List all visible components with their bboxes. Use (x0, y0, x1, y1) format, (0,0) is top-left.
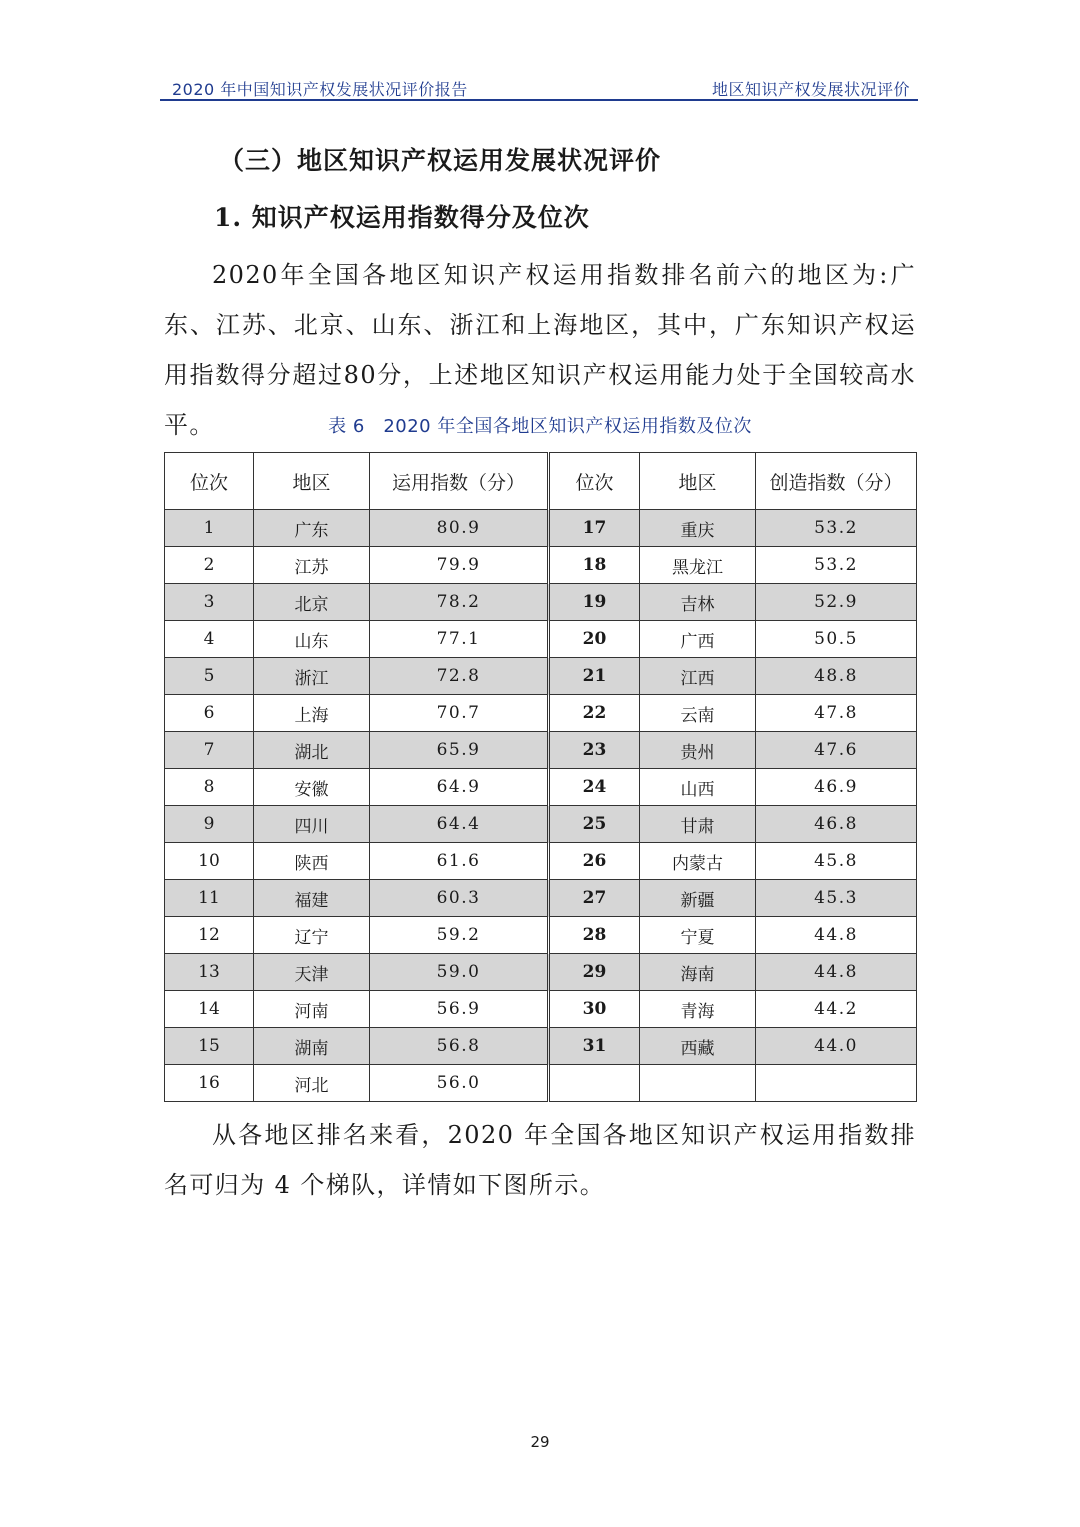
table-header-row (165, 453, 917, 510)
cell-index-2: 45.8 (756, 843, 917, 880)
cell-rank-2: 20 (549, 621, 640, 658)
cell-region-2: 黑龙江 (640, 547, 756, 584)
subsection-title: 1. 知识产权运用指数得分及位次 (214, 203, 590, 232)
cell-rank-2: 17 (549, 510, 640, 547)
cell-region: 河南 (254, 991, 370, 1028)
cell-region-2: 广西 (640, 621, 756, 658)
cell-rank: 1 (165, 510, 254, 547)
table-caption: 表 6 2020 年全国各地区知识产权运用指数及位次 (328, 416, 752, 437)
cell-index: 70.7 (370, 695, 549, 732)
section-title: （三）地区知识产权运用发展状况评价 (219, 146, 662, 175)
cell-index-2: 45.3 (756, 880, 917, 917)
running-header-title: 2020 年中国知识产权发展状况评价报告 (172, 80, 468, 99)
cell-region: 江苏 (254, 547, 370, 584)
cell-index-2: 44.8 (756, 954, 917, 991)
cell-region-2: 甘肃 (640, 806, 756, 843)
cell-index-2: 53.2 (756, 547, 917, 584)
cell-region-2: 吉林 (640, 584, 756, 621)
cell-region: 广东 (254, 510, 370, 547)
cell-rank-2: 22 (549, 695, 640, 732)
cell-rank-2: 26 (549, 843, 640, 880)
cell-rank-2: 21 (549, 658, 640, 695)
header-region: 地区 (254, 453, 370, 510)
cell-region-2: 山西 (640, 769, 756, 806)
cell-rank-2 (549, 1065, 640, 1102)
table-row (165, 843, 917, 880)
cell-rank: 6 (165, 695, 254, 732)
cell-index: 77.1 (370, 621, 549, 658)
cell-index-2: 50.5 (756, 621, 917, 658)
cell-region-2: 云南 (640, 695, 756, 732)
table-row (165, 584, 917, 621)
header-rank-2: 位次 (549, 453, 640, 510)
cell-rank-2: 25 (549, 806, 640, 843)
cell-index: 56.0 (370, 1065, 549, 1102)
header-region-2: 地区 (640, 453, 756, 510)
header-index-2: 创造指数（分） (756, 453, 917, 510)
table-row (165, 658, 917, 695)
table-row (165, 695, 917, 732)
cell-region: 安徽 (254, 769, 370, 806)
cell-index-2: 47.6 (756, 732, 917, 769)
cell-rank-2: 19 (549, 584, 640, 621)
cell-region: 湖南 (254, 1028, 370, 1065)
cell-index-2: 53.2 (756, 510, 917, 547)
cell-rank: 4 (165, 621, 254, 658)
table-row (165, 769, 917, 806)
cell-region-2: 西藏 (640, 1028, 756, 1065)
cell-region-2: 重庆 (640, 510, 756, 547)
cell-index: 79.9 (370, 547, 549, 584)
cell-region: 天津 (254, 954, 370, 991)
cell-rank: 3 (165, 584, 254, 621)
cell-region: 湖北 (254, 732, 370, 769)
cell-rank: 8 (165, 769, 254, 806)
table-row (165, 510, 917, 547)
cell-region-2: 新疆 (640, 880, 756, 917)
cell-index-2: 44.2 (756, 991, 917, 1028)
cell-index: 78.2 (370, 584, 549, 621)
table-row (165, 732, 917, 769)
cell-index-2: 44.8 (756, 917, 917, 954)
cell-index: 59.0 (370, 954, 549, 991)
cell-rank: 7 (165, 732, 254, 769)
cell-rank: 5 (165, 658, 254, 695)
ranking-table (164, 452, 917, 1102)
header-index: 运用指数（分） (370, 453, 549, 510)
cell-rank-2: 24 (549, 769, 640, 806)
cell-index: 56.8 (370, 1028, 549, 1065)
cell-rank-2: 31 (549, 1028, 640, 1065)
cell-index: 72.8 (370, 658, 549, 695)
cell-rank-2: 28 (549, 917, 640, 954)
cell-rank: 14 (165, 991, 254, 1028)
cell-region: 北京 (254, 584, 370, 621)
cell-region: 山东 (254, 621, 370, 658)
header-rank: 位次 (165, 453, 254, 510)
body-paragraph-intro: 2020年全国各地区知识产权运用指数排名前六的地区为:广东、江苏、北京、山东、浙江和上海地区，其中，广东知识产权运用指数得分超过80分，上述地区知识产权运用能力处于全国较高水平。 (164, 261, 916, 439)
cell-rank: 13 (165, 954, 254, 991)
cell-index-2: 48.8 (756, 658, 917, 695)
cell-region-2: 内蒙古 (640, 843, 756, 880)
table-row (165, 1028, 917, 1065)
cell-region: 四川 (254, 806, 370, 843)
cell-index-2: 46.9 (756, 769, 917, 806)
cell-index-2: 52.9 (756, 584, 917, 621)
cell-rank-2: 30 (549, 991, 640, 1028)
running-header-chapter: 地区知识产权发展状况评价 (711, 80, 910, 99)
table-row (165, 1065, 917, 1102)
header-divider (160, 99, 918, 101)
cell-region: 陕西 (254, 843, 370, 880)
cell-region-2 (640, 1065, 756, 1102)
cell-index: 64.9 (370, 769, 549, 806)
cell-rank-2: 18 (549, 547, 640, 584)
cell-region: 上海 (254, 695, 370, 732)
cell-index: 80.9 (370, 510, 549, 547)
cell-index-2: 47.8 (756, 695, 917, 732)
cell-index: 65.9 (370, 732, 549, 769)
cell-index: 64.4 (370, 806, 549, 843)
cell-region: 河北 (254, 1065, 370, 1102)
cell-index: 60.3 (370, 880, 549, 917)
cell-region: 福建 (254, 880, 370, 917)
table-row (165, 621, 917, 658)
cell-region-2: 宁夏 (640, 917, 756, 954)
cell-rank-2: 27 (549, 880, 640, 917)
table-row (165, 917, 917, 954)
cell-index-2: 46.8 (756, 806, 917, 843)
table-row (165, 991, 917, 1028)
cell-index: 61.6 (370, 843, 549, 880)
cell-rank: 2 (165, 547, 254, 584)
table-row (165, 547, 917, 584)
cell-rank: 10 (165, 843, 254, 880)
cell-region: 辽宁 (254, 917, 370, 954)
cell-region-2: 海南 (640, 954, 756, 991)
cell-index: 56.9 (370, 991, 549, 1028)
cell-rank: 11 (165, 880, 254, 917)
cell-region: 浙江 (254, 658, 370, 695)
cell-index-2 (756, 1065, 917, 1102)
page-number: 29 (530, 1433, 550, 1451)
cell-index-2: 44.0 (756, 1028, 917, 1065)
cell-region-2: 青海 (640, 991, 756, 1028)
table-row (165, 954, 917, 991)
cell-rank: 16 (165, 1065, 254, 1102)
cell-rank-2: 23 (549, 732, 640, 769)
cell-region-2: 贵州 (640, 732, 756, 769)
table-row (165, 880, 917, 917)
cell-rank-2: 29 (549, 954, 640, 991)
cell-rank: 9 (165, 806, 254, 843)
cell-rank: 12 (165, 917, 254, 954)
cell-rank: 15 (165, 1028, 254, 1065)
cell-region-2: 江西 (640, 658, 756, 695)
body-paragraph-conclusion: 从各地区排名来看，2020 年全国各地区知识产权运用指数排名可归为 4 个梯队，详情如下图所示。 (164, 1121, 916, 1199)
cell-index: 59.2 (370, 917, 549, 954)
table-row (165, 806, 917, 843)
